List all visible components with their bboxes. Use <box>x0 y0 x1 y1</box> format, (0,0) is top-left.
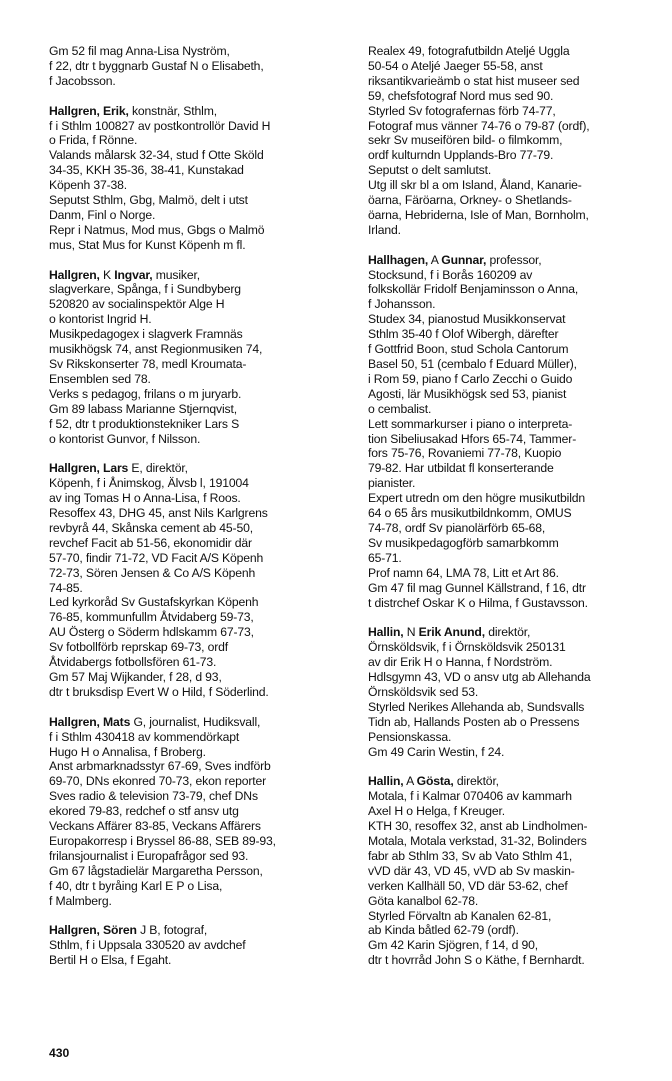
entry-text-line: 79-82. Har utbildat fl konserterande <box>368 461 554 476</box>
entry-name: Hallin, <box>368 774 404 789</box>
entry-text-line: KTH 30, resoffex 32, anst ab Lindholmen- <box>368 819 588 834</box>
entry-text-line: 64 o 65 års musikutbildnkomm, OMUS <box>368 506 572 521</box>
entry-name: Hallgren, Lars <box>49 461 129 476</box>
entry-text-line: Irland. <box>368 222 401 237</box>
entry-title: K <box>99 267 115 282</box>
entry-text-line: frilansjournalist i Europafrågor sed 93. <box>49 848 249 863</box>
entry-text-line: vVD där 43, VD 45, vVD ab Sv maskin- <box>368 863 575 878</box>
entry-text-line: Ensemblen sed 78. <box>49 371 151 386</box>
entry-title: professor, <box>486 252 542 267</box>
entry-text-line: 34-35, KKH 35-36, 38-41, Kunstakad <box>49 163 244 178</box>
entry-name: Hallgren, Sören <box>49 923 137 938</box>
entry-text-line: f 52, dtr t produktionstekniker Lars S <box>49 416 240 431</box>
entry-text-line: dtr t hovrråd John S o Käthe, f Bernhardt. <box>368 953 585 968</box>
entry-text-line: fors 75-76, Rovaniemi 77-78, Kuopio <box>368 446 562 461</box>
entry-text-line: i Rom 59, piano f Carlo Zecchi o Guido <box>368 371 573 386</box>
entry-heading <box>49 923 349 938</box>
entry-text-line: Studex 34, pianostud Musikkonservat <box>368 312 566 327</box>
biography-entry <box>368 44 668 238</box>
entry-text-line: t distrchef Oskar K o Hilma, f Gustavsson. <box>368 595 588 610</box>
entry-text-line: 50-54 o Ateljé Jaeger 55-58, anst <box>368 58 543 73</box>
entry-text-line: Veckans Affärer 83-85, Veckans Affärers <box>49 819 261 834</box>
entry-text-line: Valands målarsk 32-34, stud f Otte Sköld <box>49 148 264 163</box>
entry-text-line: Göta kanalbol 62-78. <box>368 893 479 908</box>
entry-heading <box>368 253 668 268</box>
entry-text-line: f i Sthlm 100827 av postkontrollör David H <box>49 118 271 133</box>
entry-heading <box>49 461 349 476</box>
entry-text-line: Gm 89 labass Marianne Stjernqvist, <box>49 401 237 416</box>
entry-text-line: Gm 47 fil mag Gunnel Källstrand, f 16, dtr <box>368 580 586 595</box>
biography-entry <box>49 104 349 253</box>
entry-text-line: Gm 57 Maj Wijkander, f 28, d 93, <box>49 670 222 685</box>
entry-text-line: f Malmberg. <box>49 893 112 908</box>
biography-entry <box>368 625 668 759</box>
entry-text-line: Led kyrkoråd Sv Gustafskyrkan Köpenh <box>49 595 259 610</box>
entry-text-line: 57-70, findir 71-72, VD Facit A/S Köpenh <box>49 550 264 565</box>
entry-text-line: f i Sthlm 430418 av kommendörkapt <box>49 729 240 744</box>
entry-text-line: f 40, dtr t byråing Karl E P o Lisa, <box>49 878 223 893</box>
entry-text-line: Gm 67 lågstadielär Margaretha Persson, <box>49 863 263 878</box>
entry-text-line: Sthlm, f i Uppsala 330520 av avdchef <box>49 938 246 953</box>
entry-name: Hallgren, <box>49 267 100 282</box>
entry-text-line: Seputst Sthlm, Gbg, Malmö, delt i utst <box>49 193 248 208</box>
entry-text-line: f Gottfrid Boon, stud Schola Cantorum <box>368 342 569 357</box>
entry-text-line: 74-78, ordf Sv pianolärförb 65-68, <box>368 520 546 535</box>
entry-text-line: Örnsköldsvik sed 53. <box>368 684 479 699</box>
entry-text-line: 74-85. <box>49 580 83 595</box>
entry-text-line: Musikpedagogex i slagverk Framnäs <box>49 327 243 342</box>
entry-text-line: 520820 av socialinspektör Alge H <box>49 297 225 312</box>
biography-entry <box>49 268 349 447</box>
entry-text-line: o cembalist. <box>368 401 432 416</box>
entry-text-line: Gm 49 Carin Westin, f 24. <box>368 744 505 759</box>
entry-text-line: Verks s pedagog, frilans o m juryarb. <box>49 386 242 401</box>
entry-text-line: Danm, Finl o Norge. <box>49 207 156 222</box>
entry-text-line: 59, chefsfotograf Nord mus sed 90. <box>368 88 554 103</box>
entry-text-line: tion Sibeliusakad Hfors 65-74, Tammer- <box>368 431 577 446</box>
entry-name: Hallhagen, <box>368 252 429 267</box>
entry-text-line: Örnsköldsvik, f i Örnsköldsvik 250131 <box>368 640 566 655</box>
entry-text-line: ab Kinda båtled 62-79 (ordf). <box>368 923 519 938</box>
entry-text-line: Motala, f i Kalmar 070406 av kammarh <box>368 789 572 804</box>
entry-title: G, journalist, Hudiksvall, <box>130 714 261 729</box>
entry-text-line: Styrled Sv fotografernas förb 74-77, <box>368 103 556 118</box>
entry-text-line: o Frida, f Rönne. <box>49 133 138 148</box>
biography-entry <box>368 253 668 611</box>
biography-entry <box>49 44 349 89</box>
entry-text-line: Seputst o delt samlutst. <box>368 163 492 178</box>
entry-text-line: Styrled Förvaltn ab Kanalen 62-81, <box>368 908 552 923</box>
entry-text-line: riksantikvarieämb o stat hist museer sed <box>368 73 580 88</box>
entry-text-line: Sv fotbollförb reprskap 69-73, ordf <box>49 640 229 655</box>
entry-text-line: f 22, dtr t byggnarb Gustaf N o Elisabeth, <box>49 58 264 73</box>
entry-name: Hallgren, Erik, <box>49 103 129 118</box>
entry-text-line: Köpenh, f i Ånimskog, Älvsb l, 191004 <box>49 476 249 491</box>
entry-heading <box>49 715 349 730</box>
entry-title: J B, fotograf, <box>136 923 208 938</box>
entry-name: Ingvar, <box>114 267 153 282</box>
entry-text-line: pianister. <box>368 476 416 491</box>
entry-text-line: Styrled Nerikes Allehanda ab, Sundsvalls <box>368 699 585 714</box>
entry-name: Hallin, <box>368 625 404 640</box>
entry-text-line: Gm 42 Karin Sjögren, f 14, d 90, <box>368 938 538 953</box>
entry-heading <box>368 774 668 789</box>
entry-text-line: sekr Sv museifören bild- o filmkomm, <box>368 133 563 148</box>
biography-entry <box>49 715 349 909</box>
entry-text-line: AU Österg o Söderm hdlskamm 67-73, <box>49 625 254 640</box>
entry-text-line: Utg ill skr bl a om Island, Åland, Kanarie- <box>368 178 582 193</box>
entry-text-line: Bertil H o Elsa, f Egaht. <box>49 953 172 968</box>
entry-text-line: Sthlm 35-40 f Olof Wibergh, därefter <box>368 327 559 342</box>
left-column <box>49 44 349 983</box>
entry-text-line: öarna, Hebriderna, Isle of Man, Bornholm, <box>368 207 589 222</box>
entry-title: konstnär, Sthlm, <box>128 103 217 118</box>
entry-text-line: 69-70, DNs ekonred 70-73, ekon reporter <box>49 774 267 789</box>
entry-text-line: Lett sommarkurser i piano o interpreta- <box>368 416 573 431</box>
entry-text-line: 76-85, kommunfullm Åtvidaberg 59-73, <box>49 610 254 625</box>
biography-entry <box>49 923 349 968</box>
entry-heading <box>368 625 668 640</box>
right-column <box>368 44 668 983</box>
entry-title: A <box>428 252 442 267</box>
entry-text-line: o kontorist Ingrid H. <box>49 312 152 327</box>
page-number: 430 <box>49 1046 70 1060</box>
entry-text-line: Europakorresp i Bryssel 86-88, SEB 89-93, <box>49 833 276 848</box>
entry-text-line: öarna, Färöarna, Orkney- o Shetlands- <box>368 193 572 208</box>
entry-heading <box>49 268 349 283</box>
entry-title: direktör, <box>453 774 499 789</box>
entry-text-line: av dir Erik H o Hanna, f Nordström. <box>368 655 553 670</box>
entry-text-line: Basel 50, 51 (cembalo f Eduard Müller), <box>368 357 577 372</box>
entry-text-line: Åtvidabergs fotbollsfören 61-73. <box>49 655 217 670</box>
entry-text-line: f Johansson. <box>368 297 436 312</box>
entry-text-line: revchef Facit ab 51-56, ekonomidir där <box>49 535 252 550</box>
entry-text-line: 65-71. <box>368 550 402 565</box>
entry-text-line: Fotograf mus vänner 74-76 o 79-87 (ordf), <box>368 118 590 133</box>
entry-name: Gösta, <box>416 774 454 789</box>
entry-title: E, direktör, <box>128 461 188 476</box>
entry-text-line: ordf kulturndn Upplands-Bro 77-79. <box>368 148 554 163</box>
biography-entry <box>368 774 668 968</box>
entry-text-line: Gm 52 fil mag Anna-Lisa Nyström, <box>49 44 230 58</box>
entry-text-line: slagverkare, Spånga, f i Sundbyberg <box>49 282 241 297</box>
entry-text-line: Prof namn 64, LMA 78, Litt et Art 86. <box>368 565 559 580</box>
entry-title: N <box>403 625 419 640</box>
entry-text-line: f Jacobsson. <box>49 73 116 88</box>
entry-text-line: 72-73, Sören Jensen & Co A/S Köpenh <box>49 565 256 580</box>
entry-text-line: Sv Rikskonserter 78, medl Kroumata- <box>49 357 247 371</box>
entry-text-line: Köpenh 37-38. <box>49 178 128 193</box>
entry-text-line: Sves radio & television 73-79, chef DNs <box>49 789 258 804</box>
entry-name: Erik Anund, <box>418 625 485 640</box>
entry-text-line: verken Kallhäll 50, VD där 53-62, chef <box>368 878 568 893</box>
entry-text-line: o kontorist Gunvor, f Nilsson. <box>49 431 201 446</box>
entry-text-line: Motala, Motala verkstad, 31-32, Bolinders <box>368 833 587 848</box>
entry-text-line: Sv musikpedagogförb samarbkomm <box>368 535 559 550</box>
entry-text-line: Anst arbmarknadsstyr 67-69, Sves indförb <box>49 759 271 774</box>
entry-heading <box>49 104 349 119</box>
entry-text-line: Pensionskassa. <box>368 729 452 744</box>
entry-text-line: Axel H o Helga, f Kreuger. <box>368 804 506 819</box>
entry-text-line: dtr t bruksdisp Evert W o Hild, f Söderlind. <box>49 684 269 699</box>
entry-text-line: fabr ab Sthlm 33, Sv ab Vato Sthlm 41, <box>368 848 573 863</box>
entry-text-line: ekored 79-83, redchef o stf ansv utg <box>49 804 239 819</box>
entry-text-line: Agosti, lär Musikhögsk sed 53, pianist <box>368 386 567 401</box>
entry-text-line: musikhögsk 74, anst Regionmusiken 74, <box>49 342 263 357</box>
entry-text-line: Resoffex 43, DHG 45, anst Nils Karlgrens <box>49 506 268 521</box>
entry-text-line: Repr i Natmus, Mod mus, Gbgs o Malmö <box>49 222 265 237</box>
entry-title: musiker, <box>152 267 200 282</box>
entry-text-line: av ing Tomas H o Anna-Lisa, f Roos. <box>49 491 241 506</box>
entry-text-line: mus, Stat Mus for Kunst Köpenh m fl. <box>49 237 246 252</box>
entry-text-line: Hdlsgymn 43, VD o ansv utg ab Allehanda <box>368 670 591 685</box>
entry-text-line: Expert utredn om den högre musikutbildn <box>368 491 586 506</box>
biography-entry <box>49 461 349 700</box>
entry-name: Gunnar, <box>441 252 487 267</box>
entry-name: Hallgren, Mats <box>49 714 131 729</box>
entry-text-line: Tidn ab, Hallands Posten ab o Pressens <box>368 714 580 729</box>
entry-text-line: Hugo H o Annalisa, f Broberg. <box>49 744 206 759</box>
entry-title: direktör, <box>484 625 531 640</box>
entry-text-line: folkskollär Fridolf Benjaminsson o Anna, <box>368 282 579 297</box>
entry-title: A <box>403 774 417 789</box>
entry-text-line: revbyrå 44, Skånska cement ab 45-50, <box>49 520 253 535</box>
entry-text-line: Realex 49, fotografutbildn Ateljé Uggla <box>368 44 570 58</box>
entry-text-line: Stocksund, f i Borås 160209 av <box>368 267 533 282</box>
